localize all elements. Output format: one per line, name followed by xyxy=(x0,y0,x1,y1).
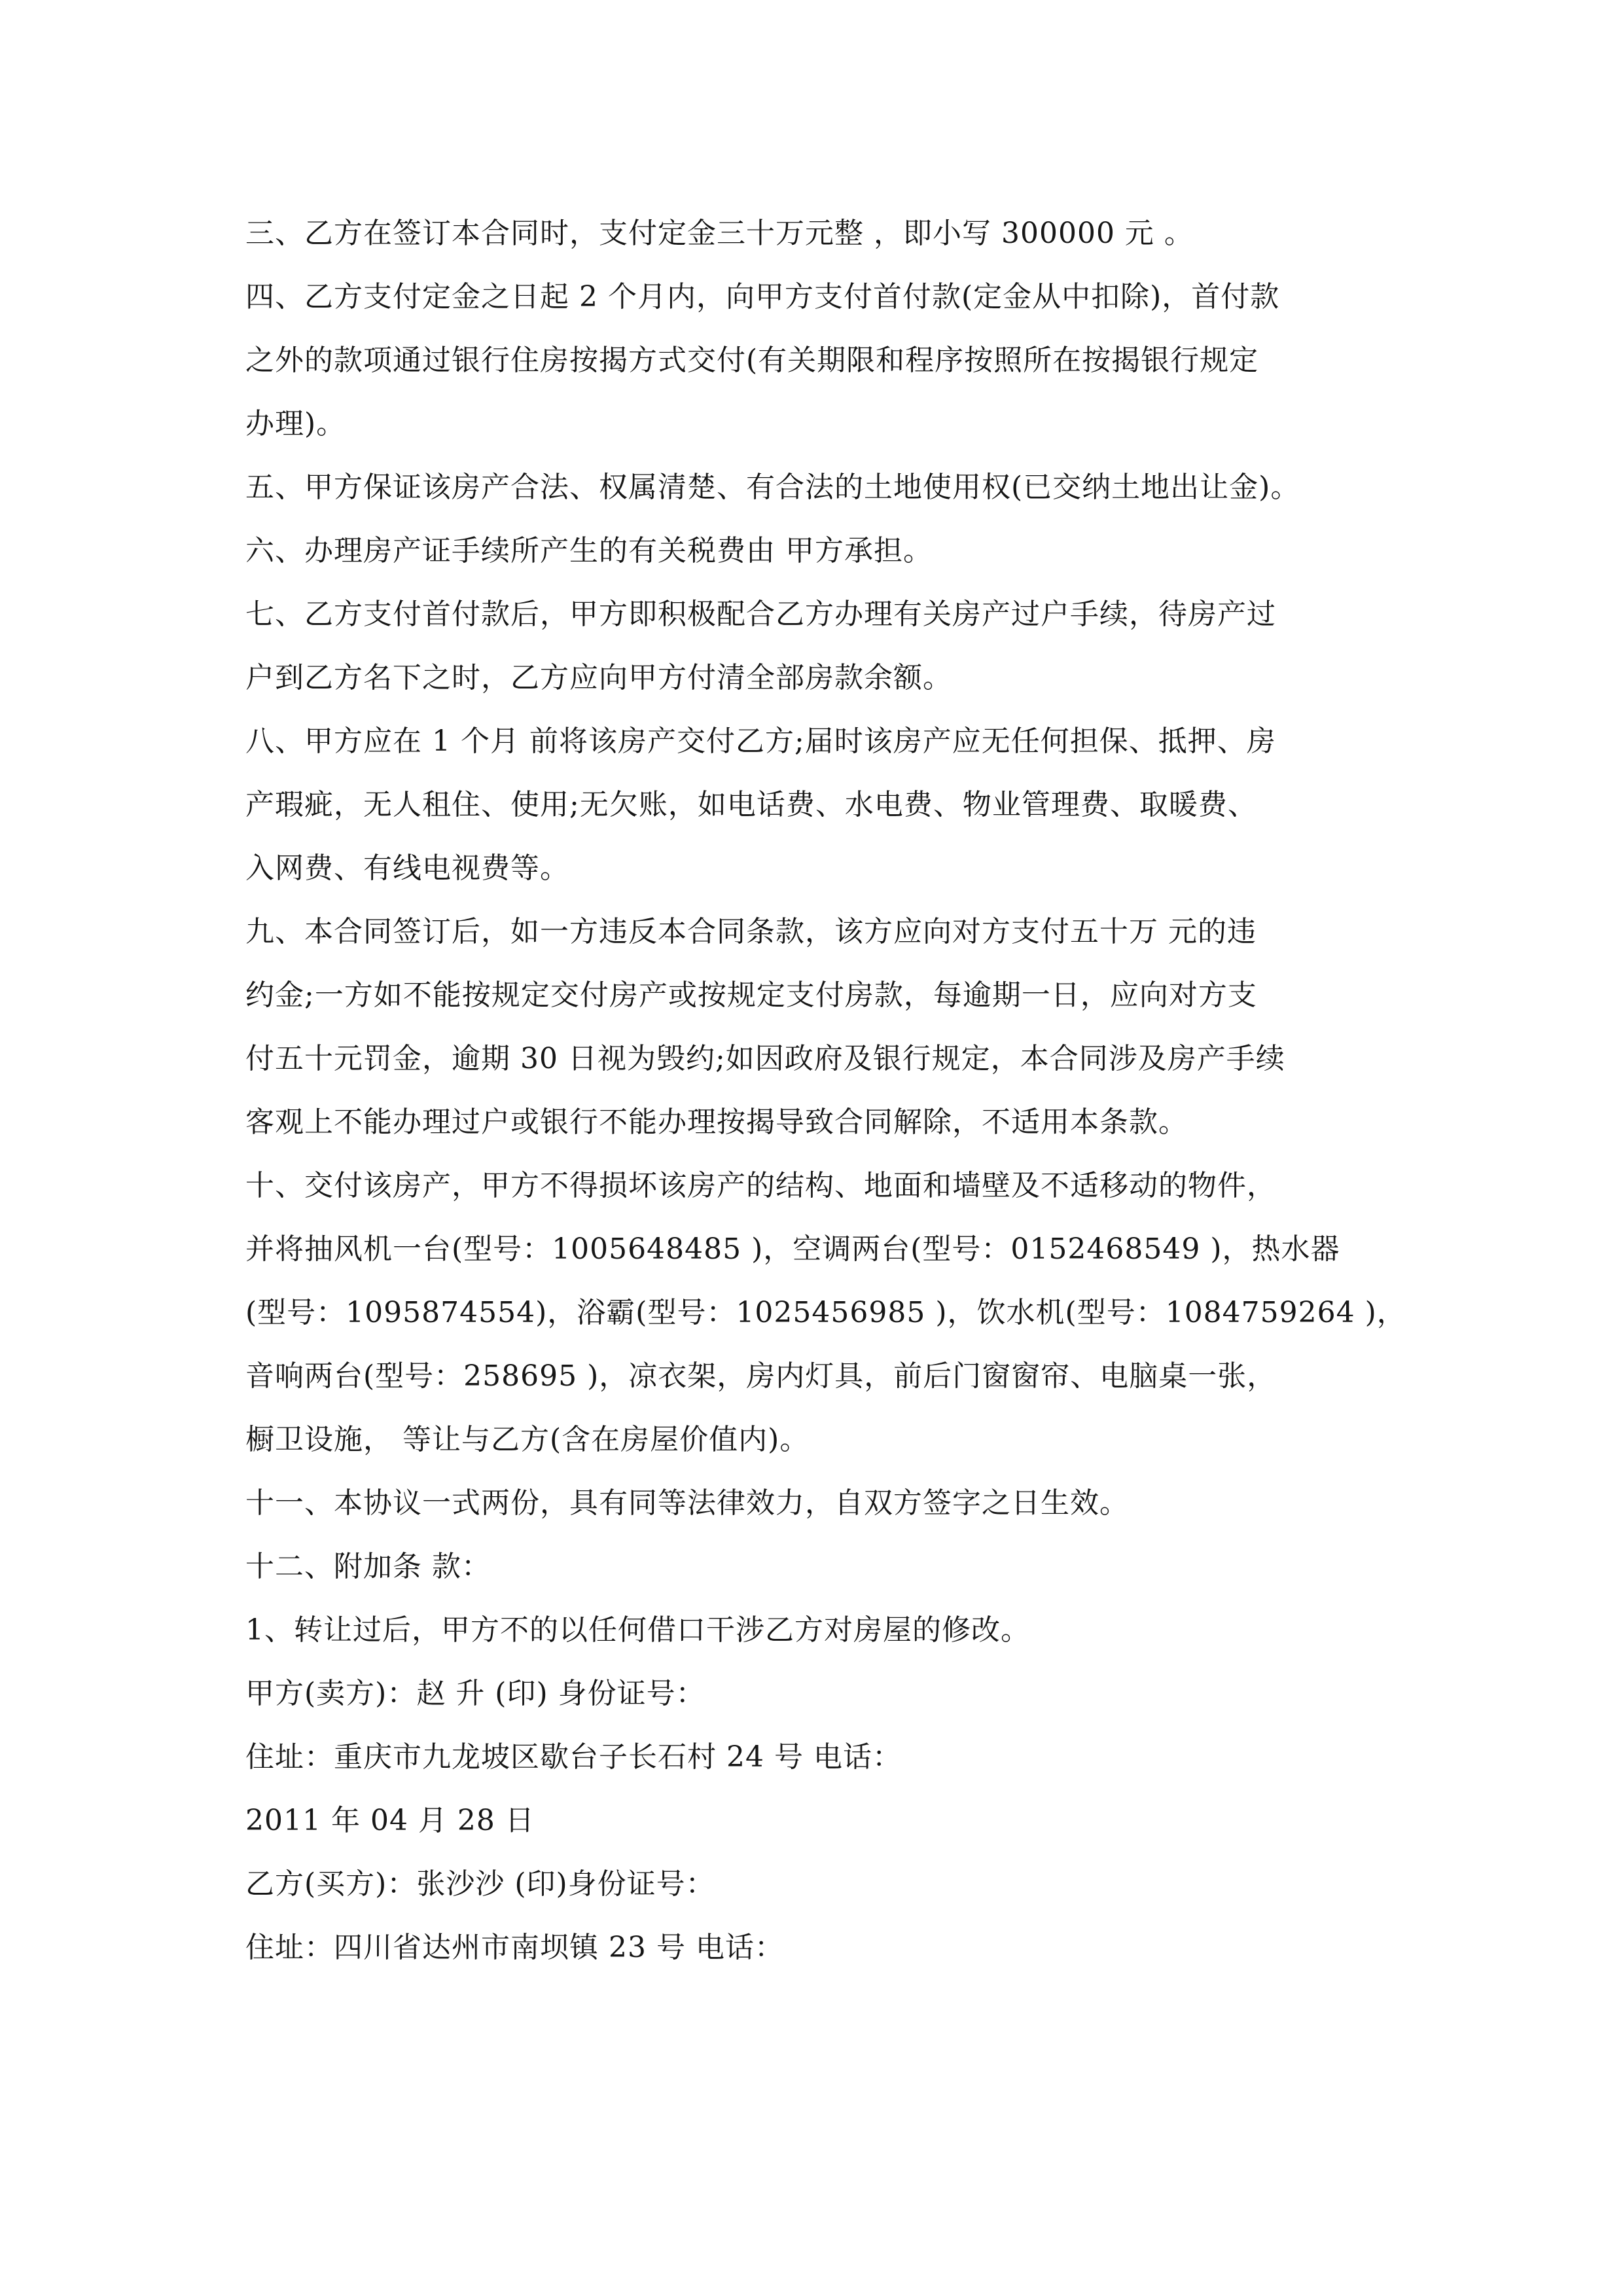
clause-10-line-2: 并将抽风机一台(型号：1005648485 )，空调两台(型号：0152468549 )，热水器 xyxy=(245,1232,1340,1266)
clause-8-line-2: 产瑕疵，无人租住、使用;无欠账，如电话费、水电费、物业管理费、取暖费、 xyxy=(245,788,1257,821)
signing-date-line: 2011 年 04 月 28 日 xyxy=(245,1804,535,1837)
clause-9-line-1: 九、本合同签订后，如一方违反本合同条款，该方应向对方支付五十万 元的违 xyxy=(245,915,1257,948)
party-b-address-line: 住址：四川省达州市南坝镇 23 号 电话： xyxy=(245,1931,784,1964)
party-b-signature-line: 乙方(买方)：张沙沙 (印)身份证号： xyxy=(245,1867,715,1901)
clause-8-line-1: 八、甲方应在 1 个月 前将该房产交付乙方;届时该房产应无任何担保、抵押、房 xyxy=(245,725,1276,758)
clause-4-line-1: 四、乙方支付定金之日起 2 个月内，向甲方支付首付款(定金从中扣除)，首付款 xyxy=(245,280,1280,314)
clause-4-line-3: 办理)。 xyxy=(245,407,346,440)
clause-10-line-1: 十、交付该房产，甲方不得损坏该房产的结构、地面和墙壁及不适移动的物件， xyxy=(245,1169,1276,1202)
clause-11-line: 十一、本协议一式两份，具有同等法律效力，自双方签字之日生效。 xyxy=(245,1486,1129,1520)
party-a-address-line: 住址：重庆市九龙坡区歇台子长石村 24 号 电话： xyxy=(245,1740,902,1774)
clause-5-line: 五、甲方保证该房产合法、权属清楚、有合法的土地使用权(已交纳土地出让金)。 xyxy=(245,471,1300,504)
additional-term-1: 1、转让过后，甲方不的以任何借口干涉乙方对房屋的修改。 xyxy=(245,1613,1030,1647)
party-a-signature-line: 甲方(卖方)：赵 升 (印) 身份证号： xyxy=(245,1677,705,1710)
clause-10-line-4: 音响两台(型号：258695 )，凉衣架，房内灯具，前后门窗窗帘、电脑桌一张， xyxy=(245,1359,1277,1393)
clause-9-line-3: 付五十元罚金，逾期 30 日视为毁约;如因政府及银行规定，本合同涉及房产手续 xyxy=(245,1042,1285,1075)
contract-body xyxy=(245,202,1427,1979)
clause-10-line-5: 橱卫设施， 等让与乙方(含在房屋价值内)。 xyxy=(245,1423,810,1456)
clause-4-line-2: 之外的款项通过银行住房按揭方式交付(有关期限和程序按照所在按揭银行规定 xyxy=(245,344,1259,377)
clause-3-line: 三、乙方在签订本合同时，支付定金三十万元整 ，即小写 300000 元 。 xyxy=(245,217,1194,250)
clause-8-line-3: 入网费、有线电视费等。 xyxy=(245,852,569,885)
clause-6-line: 六、办理房产证手续所产生的有关税费由 甲方承担。 xyxy=(245,534,933,567)
clause-7-line-2: 户到乙方名下之时，乙方应向甲方付清全部房款余额。 xyxy=(245,661,952,694)
clause-9-line-4: 客观上不能办理过户或银行不能办理按揭导致合同解除，不适用本条款。 xyxy=(245,1105,1188,1139)
clause-10-line-3: (型号：1095874554)，浴霸(型号：1025456985 )，饮水机(型号：1084759264 )， xyxy=(245,1296,1406,1329)
clause-9-line-2: 约金;一方如不能按规定交付房产或按规定支付房款，每逾期一日，应向对方支 xyxy=(245,978,1257,1012)
clause-12-heading: 十二、附加条 款： xyxy=(245,1550,491,1583)
clause-7-line-1: 七、乙方支付首付款后，甲方即积极配合乙方办理有关房产过户手续，待房产过 xyxy=(245,598,1276,631)
